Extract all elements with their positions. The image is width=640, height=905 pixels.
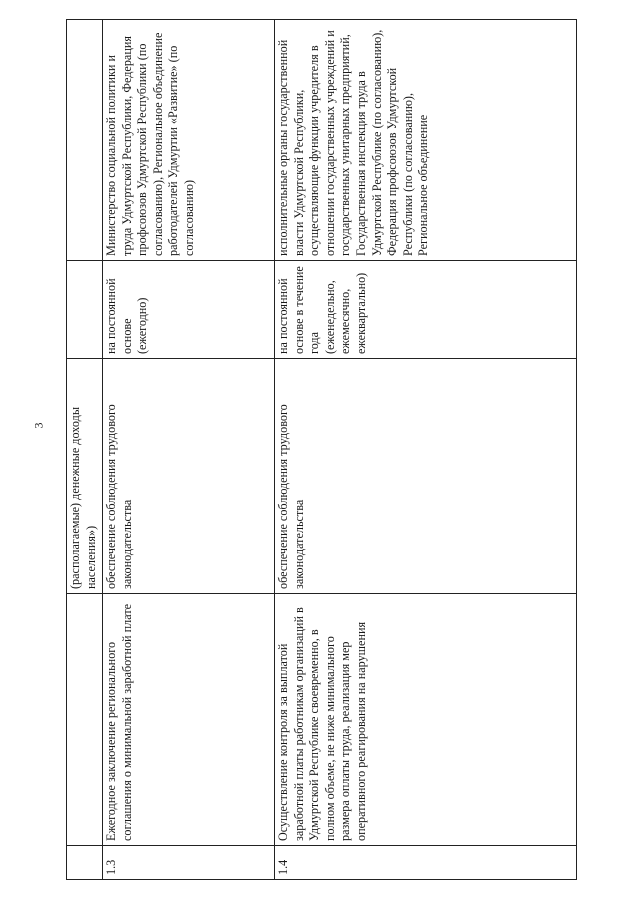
cell-result: обеспечение соблюдения трудового законодательства [103, 359, 275, 594]
cell-result: (располагаемые) денежные доходы населения») [67, 359, 103, 594]
cell-period: на постоянной основе в течение года (еженедельно, ежемесячно, ежеквартально) [275, 261, 577, 359]
cell-action [67, 594, 103, 846]
cell-period: на постоянной основе (ежегодно) [103, 261, 275, 359]
cell-num [67, 846, 103, 880]
cell-executors [67, 20, 103, 261]
cell-num: 1.3 [103, 846, 275, 880]
rotated-page-content [66, 20, 576, 880]
cell-executors: Министерство социальной политики и труда Удмуртской Республики, Федерация профсоюзов Удмуртской Республики (по согласованию), Региональное объединение работодателей Удмуртии «Развитие» (по согласованию) [103, 20, 275, 261]
cell-executors: исполнительные органы государственной власти Удмуртской Республики, осуществляющие функции учредителя в отношении государственных учреждений и государственных унитарных предприятий, Государственная инспекция труда в Удмуртской Республике (по согласованию), Федерация профсоюзов Удмуртской Республики (по согласованию), Региональное объединение [275, 20, 577, 261]
action-plan-table [66, 19, 577, 880]
table-row [275, 20, 577, 880]
table-row [103, 20, 275, 880]
page-number: 3 [31, 422, 46, 429]
cell-action: Осуществление контроля за выплатой заработной платы работникам организаций в Удмуртской Республике своевременно, в полном объеме, не ниже минимального размера оплаты труда, реализация мер оперативного реагирования на нарушения [275, 594, 577, 846]
cell-period [67, 261, 103, 359]
cell-action: Ежегодное заключение регионального соглашения о минимальной заработной плате [103, 594, 275, 846]
cell-result: обеспечение соблюдения трудового законодательства [275, 359, 577, 594]
table-row [67, 20, 103, 880]
cell-num: 1.4 [275, 846, 577, 880]
